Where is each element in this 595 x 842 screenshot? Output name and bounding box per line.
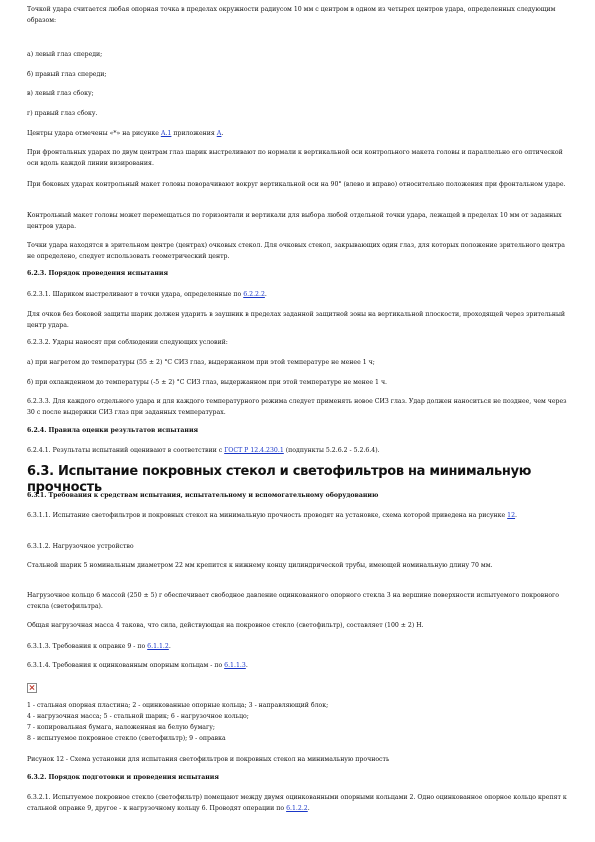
link-6-1-1-3[interactable]: 6.1.1.3 (224, 662, 246, 669)
paragraph-6-3-1-1 (27, 510, 572, 521)
list-item-v: в) левый глаз сбоку; (27, 90, 94, 97)
broken-image-icon (27, 683, 37, 693)
paragraph-centers (27, 128, 572, 139)
text-fragment: . (221, 130, 224, 137)
text-fragment: . (264, 291, 267, 298)
paragraph-load-ring: Нагрузочное кольцо 6 массой (250 ± 5) г обеспечивает свободное давление оцинкованного опорного стекла 3 на вершине поверхности испытуемого покровного стекла (светофильтра). (27, 592, 560, 610)
text-fragment: 6.3.1.1. Испытание светофильтров и покровных стекол на минимальную прочность проводят на установке, схема которой приведена на рисунке (27, 512, 508, 519)
paragraph-total-load: Общая нагрузочная масса 4 такова, что сила, действующая на покровное стекло (светофильтр), составляет (100 ± 2) Н. (27, 622, 424, 629)
paragraph-impact-point: Точкой удара считается любая опорная точка в пределах окружности радиусом 10 мм с центром в одном из четырех центров удара, определенных следующим образом: (27, 6, 556, 24)
text-fragment: . (307, 805, 310, 812)
paragraph-visual-center: Точки удара находятся в зрительном центре (центрах) очковых стекол. Для очковых стекол, закрывающих один глаз, для которых положение зрительного центра не определено, следует использовать геометрический центр. (27, 242, 565, 260)
paragraph-6-3-1-2: 6.3.1.2. Нагрузочное устройство (27, 543, 134, 550)
list-item-g: г) правый глаз сбоку. (27, 110, 98, 117)
text-fragment: 6.3.1.3. Требования к оправке 9 - по (27, 643, 148, 650)
link-gost[interactable]: ГОСТ Р 12.4.230.1 (224, 447, 284, 454)
paragraph-6-3-2-1 (27, 792, 572, 814)
paragraph-lateral: При боковых ударах контрольный макет головы поворачивают вокруг вертикальной оси на 90° (влево и вправо) относительно положения при фронтальном ударе. (27, 181, 566, 188)
link-appendix-a[interactable]: А (216, 130, 222, 137)
paragraph-6-3-1-3 (27, 641, 572, 652)
text-fragment: (подпункты 5.2.6.2 - 5.2.6.4). (283, 447, 380, 454)
paragraph-6-2-4-1 (27, 445, 572, 456)
paragraph-steel-ball: Стальной шарик 5 номинальным диаметром 22 мм крепится к нижнему концу цилиндрической трубы, имеющей номинальную длину 70 мм. (27, 562, 493, 569)
heading-6-2-4: 6.2.4. Правила оценки результатов испытания (27, 427, 199, 434)
text-fragment: 6.2.4.1. Результаты испытаний оценивают в соответствии с (27, 447, 225, 454)
text-fragment: . (245, 662, 248, 669)
link-figure-12[interactable]: 12 (507, 512, 516, 519)
link-figure-a1[interactable]: А.1 (160, 130, 172, 137)
link-6-2-2-2[interactable]: 6.2.2.2 (243, 291, 265, 298)
condition-cooled: б) при охлажденном до температуры (-5 ± 2) °С СИЗ глаз, выдержанном при этой температуре не менее 1 ч. (27, 379, 388, 386)
list-item-a: а) левый глаз спереди; (27, 51, 103, 58)
text-fragment: приложения (171, 130, 217, 137)
list-item-b: б) правый глаз спереди; (27, 71, 107, 78)
legend-line-3: 7 - копировальная бумага, наложенная на белую бумагу; (27, 724, 215, 731)
heading-6-2-3: 6.2.3. Порядок проведения испытания (27, 270, 169, 277)
paragraph-frontal: При фронтальных ударах по двум центрам глаз шарик выстреливают по нормали к вертикальной оси контрольного макета головы и параллельно его оптической оси вдоль каждой линии визирования. (27, 149, 563, 167)
paragraph-6-2-3-2: 6.2.3.2. Удары наносят при соблюдении следующих условий: (27, 339, 228, 346)
heading-6-3-1: 6.3.1. Требования к средствам испытания, испытательному и вспомогательному оборудованию (27, 492, 379, 499)
link-6-1-1-2[interactable]: 6.1.1.2 (147, 643, 169, 650)
legend-line-2: 4 - нагрузочная масса; 5 - стальной шарик; 6 - нагрузочное кольцо; (27, 713, 249, 720)
text-fragment: 6.3.1.4. Требования к оцинкованным опорным кольцам - по (27, 662, 225, 669)
figure-caption: Рисунок 12 - Схема установки для испытания светофильтров и покровных стекол на минимальную прочность (27, 756, 390, 763)
text-fragment: 6.3.2.1. Испытуемое покровное стекло (светофильтр) помещают между двумя оцинкованными опорными кольцами 2. Одно оцинкованное опорное кольцо крепят к стальной оправке 9, другое - к нагрузочному кольцу 6. Проводят операции по (27, 794, 567, 812)
paragraph-6-2-3-3: 6.2.3.3. Для каждого отдельного удара и для каждого температурного режима следует применять новое СИЗ глаз. Удар должен наноситься не позднее, чем через 30 с после выдержки СИЗ глаз при заданных температурах. (27, 398, 567, 416)
link-6-1-2-2[interactable]: 6.1.2.2 (286, 805, 308, 812)
paragraph-6-3-1-4 (27, 660, 572, 671)
text-fragment: . (168, 643, 171, 650)
legend-line-1: 1 - стальная опорная пластина; 2 - оцинкованные опорные кольца; 3 - направляющий блок; (27, 702, 329, 709)
text-fragment: Центры удара отмечены «*» на рисунке (27, 130, 161, 137)
section-heading-6-3: 6.3. Испытание покровных стекол и светофильтров на минимальную прочность (27, 464, 532, 495)
paragraph-head-move: Контрольный макет головы может перемещаться по горизонтали и вертикали для выбора любой отдельной точки удара, лежащей в пределах 10 мм от заданных центров удара. (27, 212, 562, 230)
text-fragment: . (515, 512, 518, 519)
condition-heated: а) при нагретом до температуры (55 ± 2) °С СИЗ глаз, выдержанном при этой температуре не менее 1 ч; (27, 359, 375, 366)
legend-line-4: 8 - испытуемое покровное стекло (светофильтр); 9 - оправка (27, 735, 226, 742)
paragraph-6-2-3-1 (27, 289, 572, 300)
paragraph-no-side-protection: Для очков без боковой защиты шарик должен ударить в заушник в пределах заданной защитной зоны на вертикальной плоскости, проходящей через зрительный центр удара. (27, 311, 566, 329)
heading-6-3-2: 6.3.2. Порядок подготовки и проведения испытания (27, 774, 219, 781)
text-fragment: 6.2.3.1. Шариком выстреливают в точки удара, определенные по (27, 291, 244, 298)
